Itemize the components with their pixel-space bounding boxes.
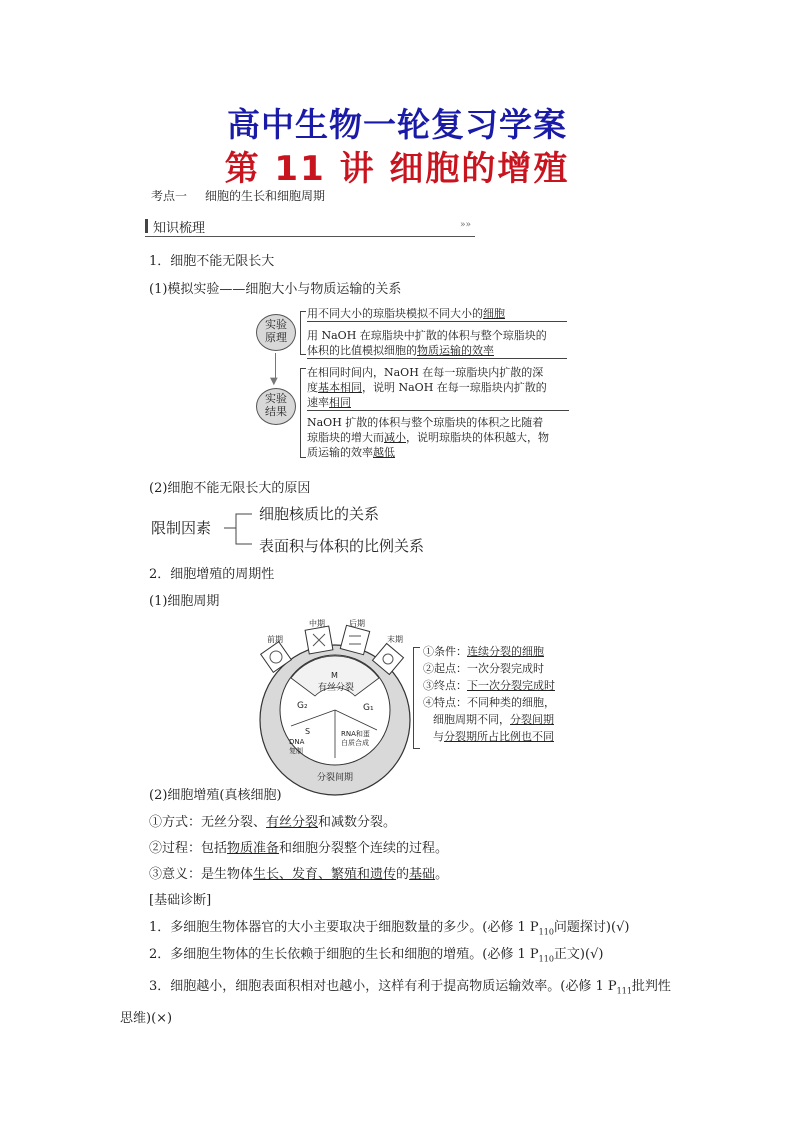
phase-label-prophase: 前期 <box>267 635 283 644</box>
item-process: ②过程：包括物质准备和细胞分裂整个连续的过程。 <box>149 841 449 856</box>
g1-label: G₁ <box>363 703 374 713</box>
heading-1-1: (1)模拟实验——细胞大小与物质运输的关系 <box>149 282 402 297</box>
kaodian-topic: 细胞的生长和细胞周期 <box>205 189 326 203</box>
heading-1-2: (2)细胞不能无限长大的原因 <box>149 481 311 496</box>
diagnosis-q2: 2．多细胞生物体的生长依赖于细胞的生长和细胞的增殖。(必修 1 $P_{110}$正文)(√) <box>149 947 604 964</box>
answer-same-depth: 基本相同 <box>318 381 362 394</box>
answer-lower: 越低 <box>373 446 395 459</box>
result-1: 在相同时间内，NaOH 在每一琼脂块内扩散的深 度基本相同，说明 NaOH 在每一琼脂块内扩散的 速率相同 <box>307 365 569 411</box>
brace-principle <box>300 311 306 355</box>
phase-label-metaphase: 中期 <box>309 619 325 628</box>
section-header-label: 知识梳理 <box>153 221 206 236</box>
answer-cell: 细胞 <box>483 307 505 320</box>
fuzhi-label: 复制 <box>289 747 303 755</box>
brace-result <box>300 368 306 458</box>
result-circle <box>256 388 296 425</box>
note-3: ③终点：下一次分裂完成时 <box>423 679 555 692</box>
answer-decrease: 减小 <box>384 431 406 444</box>
heading-2-2: (2)细胞增殖(真核细胞) <box>149 788 282 803</box>
result-label: 实验结果 <box>265 392 287 418</box>
phase-label-telophase: 末期 <box>387 635 403 644</box>
dna-label: DNA <box>289 738 305 746</box>
diagnosis-q1: 1．多细胞生物体器官的大小主要取决于细胞数量的多少。(必修 1 $P_{110}$问题探讨)(√) <box>149 920 630 937</box>
phase-box-metaphase <box>305 626 333 654</box>
item-meaning: ③意义：是生物体生长、发育、繁殖和遗传的基础。 <box>149 867 449 882</box>
limits-item-1: 细胞核质比的关系 <box>259 505 380 523</box>
lesson-title: 第 11 讲 细胞的增殖 <box>224 149 570 189</box>
limits-label: 限制因素 <box>151 519 212 537</box>
answer-same-rate: 相同 <box>329 396 351 409</box>
heading-2-1: (1)细胞周期 <box>149 594 220 609</box>
rna-label: RNA和蛋 <box>341 730 370 738</box>
principle-circle <box>256 314 296 351</box>
heading-1: 1．细胞不能无限长大 <box>149 254 275 269</box>
diagnosis-q3: 3．细胞越小，细胞表面积相对也越小，这样有利于提高物质运输效率。(必修 1 $P_{111}$批判性思维)(×) <box>120 979 671 1026</box>
principle-1: 用不同大小的琼脂块模拟不同大小的细胞 <box>307 306 567 322</box>
note-6: 与分裂期所占比例也不同 <box>433 730 554 743</box>
diagnosis-title: [基础诊断] <box>149 893 212 908</box>
principle-label: 实验原理 <box>265 318 287 344</box>
chevrons-icon: »» <box>459 220 471 230</box>
limits-item-2: 表面积与体积的比例关系 <box>259 537 425 555</box>
cell-cycle-diagram <box>255 618 415 802</box>
m-name: 有丝分裂 <box>318 683 355 693</box>
kaodian-label: 考点一 <box>151 189 188 203</box>
note-4: ④特点：不同种类的细胞， <box>423 696 555 709</box>
phase-label-anaphase: 后期 <box>349 619 365 628</box>
principle-2: 用 NaOH 在琼脂块中扩散的体积与整个琼脂块的 体积的比值模拟细胞的物质运输的效率 <box>307 328 567 359</box>
note-2: ②起点：一次分裂完成时 <box>423 662 544 675</box>
limits-brace <box>222 508 256 548</box>
m-label: M <box>331 671 338 680</box>
note-5: 细胞周期不同，分裂间期 <box>433 713 554 726</box>
section-header <box>145 216 475 237</box>
answer-efficiency: 物质运输的效率 <box>417 344 494 357</box>
header-bar <box>145 219 148 233</box>
g2-label: G₂ <box>297 701 308 711</box>
arrow-down-icon: ▼ <box>270 376 278 387</box>
item-method: ①方式：无丝分裂、有丝分裂和减数分裂。 <box>149 815 397 830</box>
heading-2: 2．细胞增殖的周期性 <box>149 567 275 582</box>
kaodian-line <box>151 187 343 204</box>
note-1: ①条件：连续分裂的细胞 <box>423 645 544 658</box>
document-title: 高中生物一轮复习学案 <box>227 105 567 144</box>
s-label: S <box>305 727 311 736</box>
result-2: NaOH 扩散的体积与整个琼脂块的体积之比随着 琼脂块的增大而减小，说明琼脂块的体积越大，物 质运输的效率越低 <box>307 416 549 459</box>
interphase-label: 分裂间期 <box>317 773 354 783</box>
cycle-notes <box>423 643 555 745</box>
notes-brace <box>413 647 420 749</box>
baizhi-label: 白质合成 <box>341 739 369 747</box>
